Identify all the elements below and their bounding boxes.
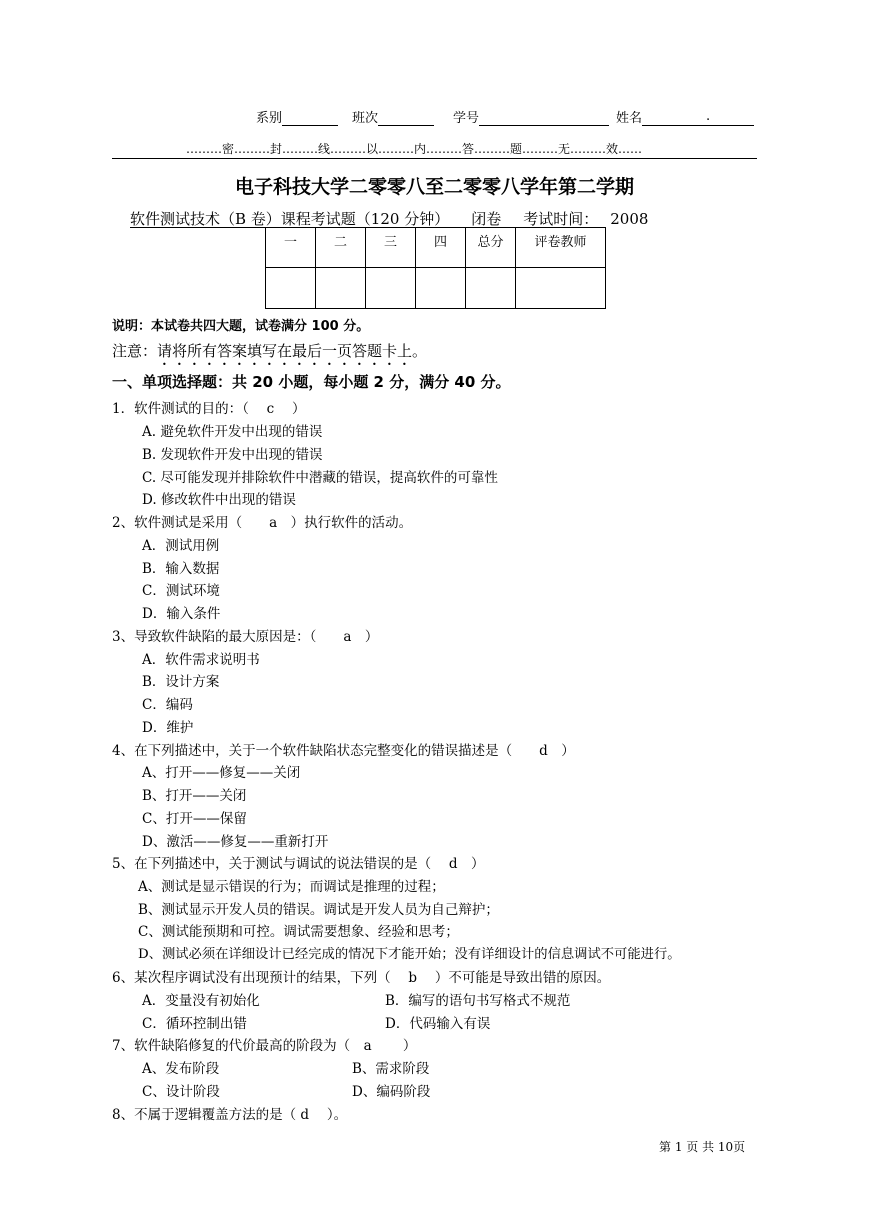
question-option: A．变量没有初始化 (142, 993, 260, 1009)
exam-title: 电子科技大学二零零八至二零零八学年第二学期 (234, 176, 634, 198)
question-stem: 1．软件测试的目的：（ c ） (112, 401, 306, 417)
question-option: D．代码输入有误 (385, 1016, 491, 1032)
question-option: B．输入数据 (142, 561, 220, 577)
question-option: B．设计方案 (142, 674, 220, 690)
question-option: D. 修改软件中出现的错误 (142, 492, 296, 508)
exam-subtitle (130, 208, 648, 229)
question-option: B、测试显示开发人员的错误。调试是开发人员为自己辩护； (138, 902, 499, 918)
score-header-cell: 评卷教师 (516, 228, 606, 268)
score-entry-cell (266, 268, 316, 309)
header-rule (112, 158, 757, 159)
name-trailing-dot: . (706, 109, 711, 124)
score-header-cell: 二 (316, 228, 366, 268)
attention-prefix: 注意： (112, 342, 158, 360)
name-label: 姓名 (616, 111, 643, 126)
question-option: B．编写的语句书写格式不规范 (385, 993, 571, 1009)
question-stem: 2、软件测试是采用（ a ）执行软件的活动。 (112, 515, 413, 531)
question-option: B、打开——关闭 (142, 788, 247, 804)
score-header-cell: 总分 (466, 228, 516, 268)
class-label: 班次 (352, 111, 379, 126)
seal-line: ………密………封………线………以………内………答………题………无………效…… (186, 142, 643, 156)
question-option: C．测试环境 (142, 583, 220, 599)
question-stem: 4、在下列描述中，关于一个软件缺陷状态完整变化的错误描述是（ d ） (112, 743, 575, 759)
name-field (616, 107, 754, 126)
question-option: C、测试能预期和可控。调试需要想象、经验和思考； (138, 924, 459, 940)
section-heading-1: 一、单项选择题：共 20 小题，每小题 2 分，满分 40 分。 (112, 373, 511, 391)
question-option: D、测试必须在详细设计已经完成的情况下才能开始；没有详细设计的信息调试不可能进行。 (138, 947, 681, 962)
question-stem: 3、导致软件缺陷的最大原因是：（ a ） (112, 629, 379, 645)
name-blank (642, 111, 754, 126)
question-option: C．循环控制出错 (142, 1016, 247, 1032)
score-header-cell: 四 (416, 228, 466, 268)
student-id-field (453, 107, 609, 126)
question-option: D．输入条件 (142, 606, 221, 622)
score-entry-cell (416, 268, 466, 309)
attention-note (112, 340, 427, 369)
score-table-header-row (266, 228, 606, 268)
question-option: A．软件需求说明书 (142, 652, 260, 668)
student-id-blank (479, 111, 609, 126)
question-option: A．测试用例 (142, 538, 220, 554)
question-stem: 8、不属于逻辑覆盖方法的是（ d ）。 (112, 1107, 348, 1123)
class-blank (378, 111, 434, 126)
closed-book-label: 闭卷 (471, 210, 502, 228)
question-option: A、打开——修复——关闭 (142, 765, 301, 781)
score-table-entry-row (266, 268, 606, 309)
score-table (265, 227, 606, 309)
score-entry-cell (466, 268, 516, 309)
dept-blank (282, 111, 338, 126)
dept-label: 系别 (256, 111, 283, 126)
question-option: A、测试是显示错误的行为；而调试是推理的过程； (138, 879, 445, 895)
question-option: C. 尽可能发现并排除软件中潜藏的错误，提高软件的可靠性 (142, 470, 498, 486)
exam-time-value: 2008 (610, 210, 649, 228)
question-stem: 7、软件缺陷修复的代价最高的阶段为（ a ） (112, 1038, 417, 1054)
score-entry-cell (366, 268, 416, 309)
question-option: C、设计阶段 (142, 1084, 220, 1100)
question-option: C．编码 (142, 697, 193, 713)
question-option: D．维护 (142, 720, 194, 736)
question-stem: 6、某次程序调试没有出现预计的结果，下列（ b ）不可能是导致出错的原因。 (112, 970, 611, 986)
attention-body: 请将所有答案填写在最后一页答题卡上。 (157, 342, 428, 360)
student-id-label: 学号 (453, 111, 480, 126)
question-option: D、激活——修复——重新打开 (142, 834, 329, 850)
score-header-cell: 一 (266, 228, 316, 268)
question-option: B. 发现软件开发中出现的错误 (142, 447, 323, 463)
page-footer: 第 1 页 共 10页 (659, 1140, 746, 1154)
score-entry-cell (316, 268, 366, 309)
question-option: A、发布阶段 (142, 1061, 220, 1077)
score-header-cell: 三 (366, 228, 416, 268)
score-entry-cell (516, 268, 606, 309)
dept-field (256, 107, 338, 126)
question-option: C、打开——保留 (142, 811, 247, 827)
class-field (352, 107, 434, 126)
instruction-note: 说明：本试卷共四大题，试卷满分 100 分。 (112, 319, 370, 334)
exam-time-label: 考试时间： (523, 210, 599, 228)
question-stem: 5、在下列描述中，关于测试与调试的说法错误的是（ d ） (112, 856, 485, 872)
question-option: D、编码阶段 (352, 1084, 431, 1100)
question-option: B、需求阶段 (352, 1061, 430, 1077)
question-option: A. 避免软件开发中出现的错误 (142, 424, 323, 440)
course-title: 软件测试技术（B 卷）课程考试题（120 分钟） (130, 210, 450, 228)
